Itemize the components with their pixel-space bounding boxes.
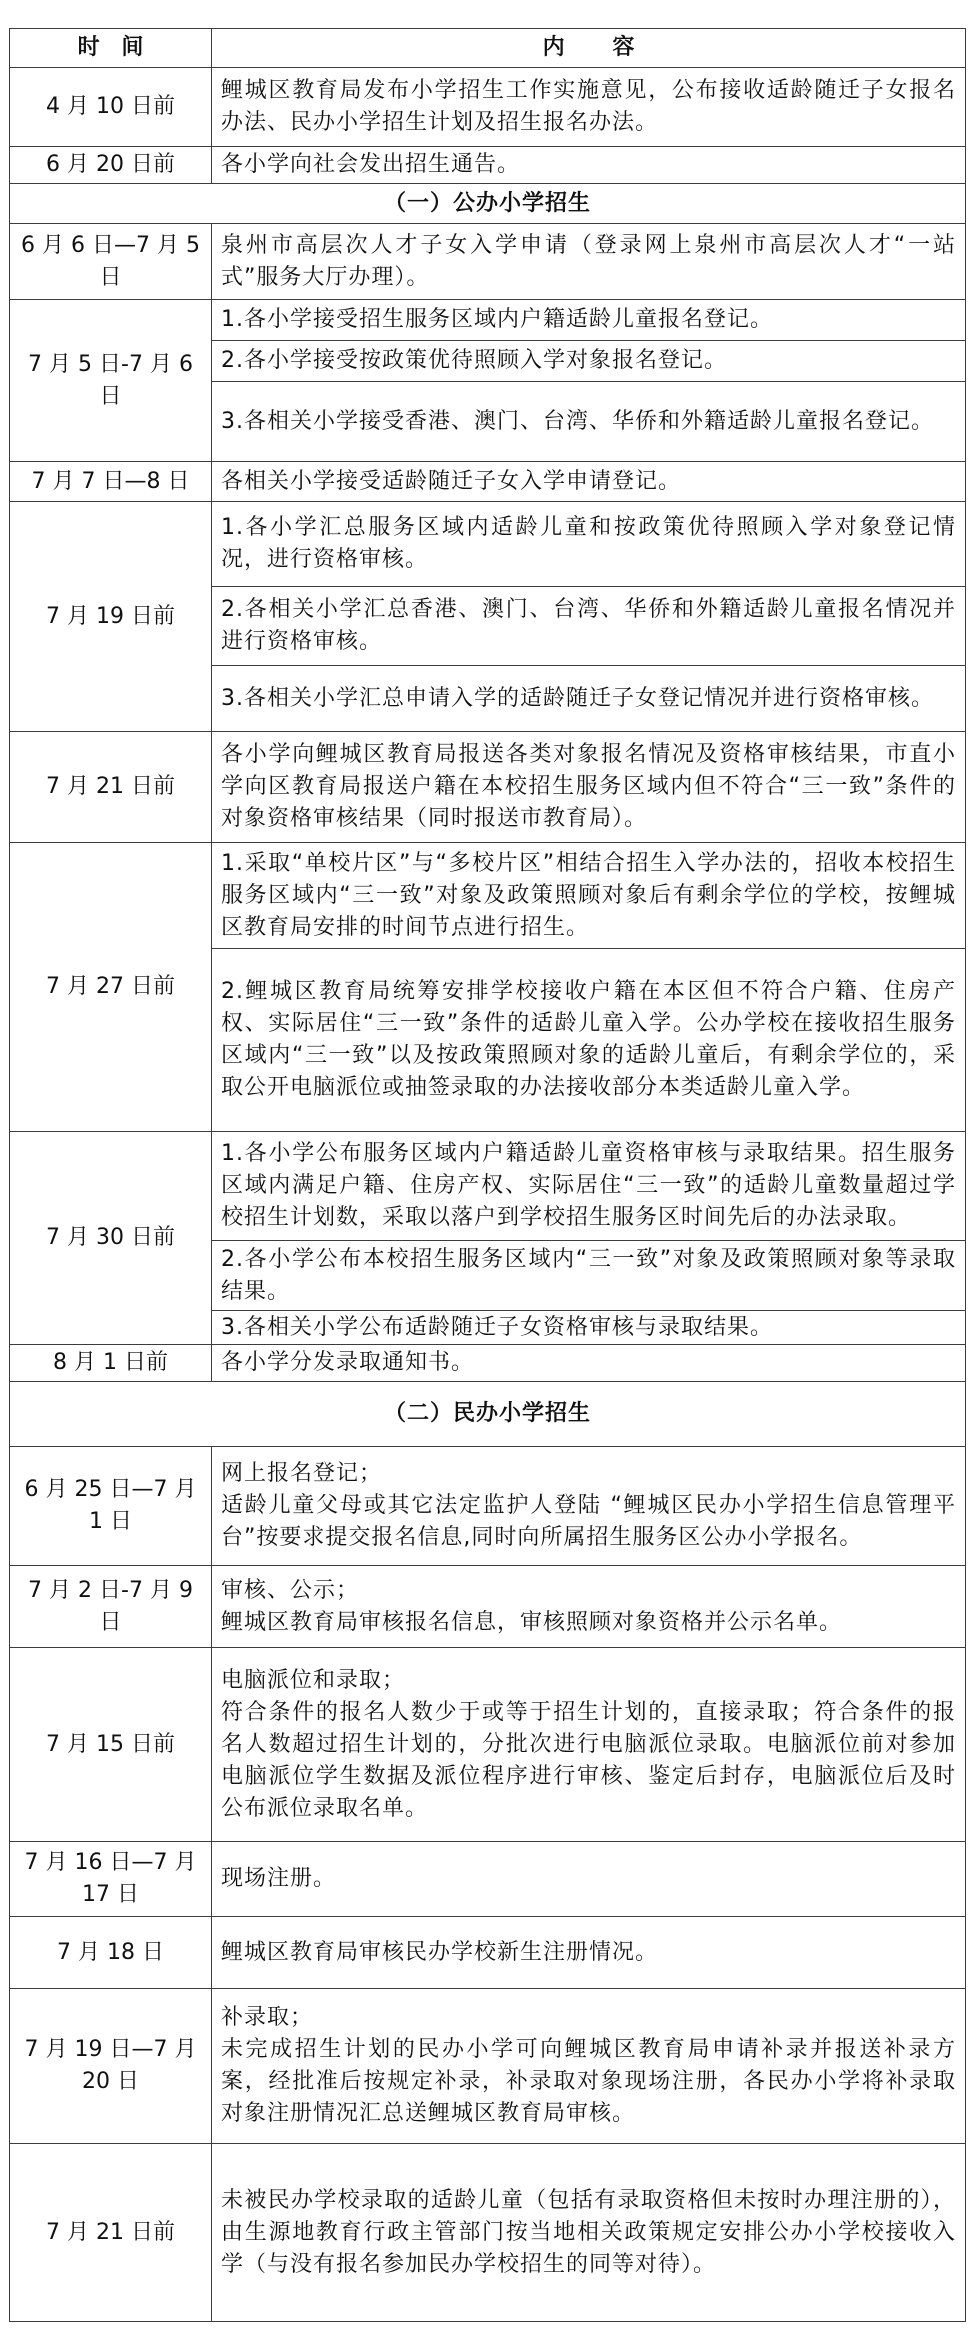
time-cell: 7 月 30 日前 xyxy=(10,1132,212,1345)
content-cell: 泉州市高层次人才子女入学申请（登录网上泉州市高层次人才“一站式”服务大厅办理）。 xyxy=(212,224,966,300)
time-cell: 7 月 15 日前 xyxy=(10,1648,212,1842)
enrollment-schedule-table xyxy=(9,28,966,2322)
content-cell: 2.各小学接受按政策优待照顾入学对象报名登记。 xyxy=(212,341,966,382)
table-row xyxy=(10,1842,966,1917)
table-row xyxy=(10,1566,966,1648)
content-cell: 审核、公示； 鲤城区教育局审核报名信息，审核照顾对象资格并公示名单。 xyxy=(212,1566,966,1648)
table-row xyxy=(10,502,966,587)
section-title-private: （二）民办小学招生 xyxy=(10,1382,966,1447)
table-row xyxy=(10,1989,966,2144)
section-header-row xyxy=(10,184,966,224)
content-cell: 各小学向鲤城区教育局报送各类对象报名情况及资格审核结果，市直小学向区教育局报送户籍在本校招生服务区域内但不符合“三一致”条件的对象资格审核结果（同时报送市教育局）。 xyxy=(212,732,966,843)
section-title-public: （一）公办小学招生 xyxy=(10,184,966,224)
content-cell: 1.各小学公布服务区域内户籍适龄儿童资格审核与录取结果。招生服务区域内满足户籍、住房产权、实际居住“三一致”的适龄儿童数量超过学校招生计划数，采取以落户到学校招生服务区时间先后的办法录取。 xyxy=(212,1132,966,1241)
content-cell: 2.各相关小学汇总香港、澳门、台湾、华侨和外籍适龄儿童报名情况并进行资格审核。 xyxy=(212,587,966,666)
time-cell: 8 月 1 日前 xyxy=(10,1345,212,1382)
time-cell: 7 月 18 日 xyxy=(10,1917,212,1989)
content-cell: 现场注册。 xyxy=(212,1842,966,1917)
table-row xyxy=(10,1345,966,1382)
content-cell: 网上报名登记； 适龄儿童父母或其它法定监护人登陆 “鲤城区民办小学招生信息管理平台”按要求提交报名信息,同时向所属招生服务区公办小学报名。 xyxy=(212,1447,966,1566)
content-cell: 各小学分发录取通知书。 xyxy=(212,1345,966,1382)
time-cell: 7 月 16 日—7 月 17 日 xyxy=(10,1842,212,1917)
time-cell: 7 月 2 日-7 月 9 日 xyxy=(10,1566,212,1648)
content-cell: 鲤城区教育局发布小学招生工作实施意见，公布接收适龄随迁子女报名办法、民办小学招生计划及招生报名办法。 xyxy=(212,68,966,147)
time-cell: 7 月 5 日-7 月 6 日 xyxy=(10,300,212,462)
content-cell: 电脑派位和录取； 符合条件的报名人数少于或等于招生计划的，直接录取；符合条件的报名人数超过招生计划的，分批次进行电脑派位录取。电脑派位前对参加电脑派位学生数据及派位程序进行审核、鉴定后封存，电脑派位后及时公布派位录取名单。 xyxy=(212,1648,966,1842)
content-cell: 1.各小学汇总服务区域内适龄儿童和按政策优待照顾入学对象登记情况，进行资格审核。 xyxy=(212,502,966,587)
content-cell: 未被民办学校录取的适龄儿童（包括有录取资格但未按时办理注册的），由生源地教育行政主管部门按当地相关政策规定安排公办小学校接收入学（与没有报名参加民办学校招生的同等对待）。 xyxy=(212,2144,966,2322)
content-cell: 2.各小学公布本校招生服务区域内“三一致”对象及政策照顾对象等录取结果。 xyxy=(212,1241,966,1311)
content-cell: 1.采取“单校片区”与“多校片区”相结合招生入学办法的，招收本校招生服务区域内“三一致”对象及政策照顾对象后有剩余学位的学校，按鲤城区教育局安排的时间节点进行招生。 xyxy=(212,843,966,949)
column-header-content: 内 容 xyxy=(212,29,966,68)
time-cell: 4 月 10 日前 xyxy=(10,68,212,147)
content-cell: 各相关小学接受适龄随迁子女入学申请登记。 xyxy=(212,462,966,502)
document-page xyxy=(9,28,965,2322)
time-cell: 6 月 20 日前 xyxy=(10,147,212,184)
content-cell: 3.各相关小学接受香港、澳门、台湾、华侨和外籍适龄儿童报名登记。 xyxy=(212,382,966,462)
time-cell: 7 月 19 日前 xyxy=(10,502,212,732)
time-cell: 7 月 27 日前 xyxy=(10,843,212,1132)
time-cell: 7 月 19 日—7 月 20 日 xyxy=(10,1989,212,2144)
content-cell: 2.鲤城区教育局统筹安排学校接收户籍在本区但不符合户籍、住房产权、实际居住“三一致”条件的适龄儿童入学。公办学校在接收招生服务区域内“三一致”以及按政策照顾对象的适龄儿童后，有剩余学位的，采取公开电脑派位或抽签录取的办法接收部分本类适龄儿童入学。 xyxy=(212,949,966,1132)
table-row xyxy=(10,300,966,341)
table-row xyxy=(10,147,966,184)
table-row xyxy=(10,2144,966,2322)
table-row xyxy=(10,1447,966,1566)
table-row xyxy=(10,1648,966,1842)
time-cell: 7 月 21 日前 xyxy=(10,2144,212,2322)
time-cell: 7 月 7 日—8 日 xyxy=(10,462,212,502)
table-row xyxy=(10,462,966,502)
table-row xyxy=(10,1917,966,1989)
time-cell: 7 月 21 日前 xyxy=(10,732,212,843)
time-cell: 6 月 25 日—7 月 1 日 xyxy=(10,1447,212,1566)
table-row xyxy=(10,843,966,949)
column-header-time: 时 间 xyxy=(10,29,212,68)
table-row xyxy=(10,224,966,300)
table-header-row xyxy=(10,29,966,68)
table-row xyxy=(10,1132,966,1241)
section-header-row xyxy=(10,1382,966,1447)
content-cell: 各小学向社会发出招生通告。 xyxy=(212,147,966,184)
time-cell: 6 月 6 日—7 月 5 日 xyxy=(10,224,212,300)
content-cell: 3.各相关小学公布适龄随迁子女资格审核与录取结果。 xyxy=(212,1311,966,1345)
content-cell: 1.各小学接受招生服务区域内户籍适龄儿童报名登记。 xyxy=(212,300,966,341)
content-cell: 鲤城区教育局审核民办学校新生注册情况。 xyxy=(212,1917,966,1989)
table-row xyxy=(10,68,966,147)
content-cell: 3.各相关小学汇总申请入学的适龄随迁子女登记情况并进行资格审核。 xyxy=(212,666,966,732)
table-row xyxy=(10,732,966,843)
content-cell: 补录取； 未完成招生计划的民办小学可向鲤城区教育局申请补录并报送补录方案，经批准后按规定补录，补录取对象现场注册，各民办小学将补录取对象注册情况汇总送鲤城区教育局审核。 xyxy=(212,1989,966,2144)
